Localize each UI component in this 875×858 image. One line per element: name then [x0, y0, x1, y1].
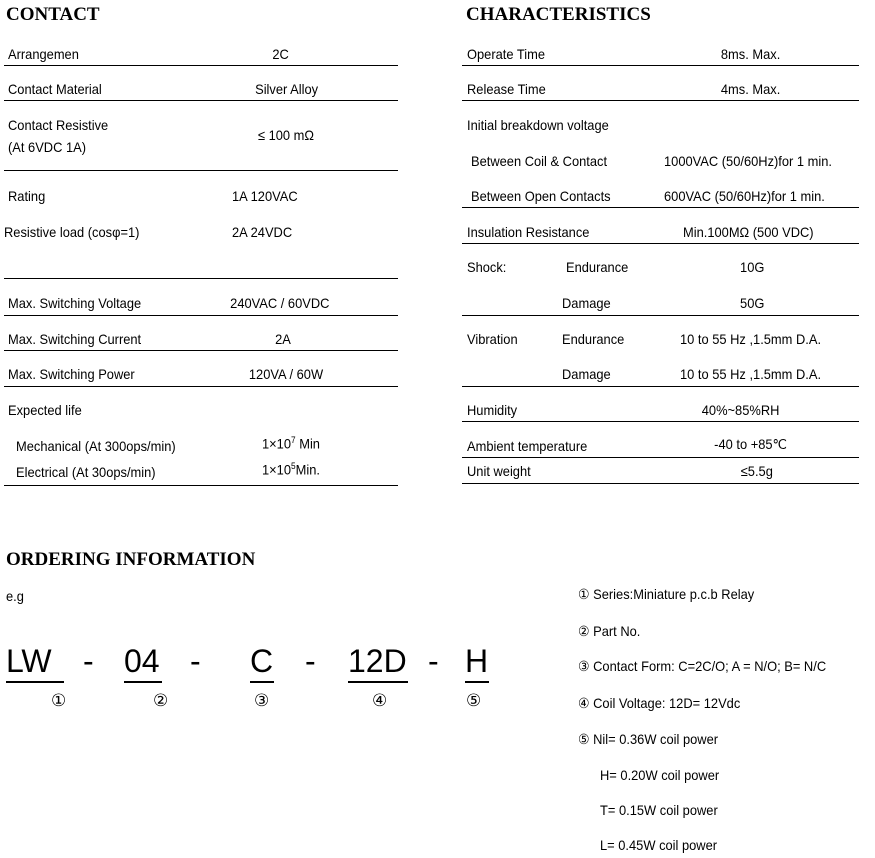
part-underline — [6, 681, 64, 683]
material-value: Silver Alloy — [255, 81, 319, 97]
max-voltage-label: Max. Switching Voltage — [8, 295, 142, 311]
coil-contact-value: 1000VAC (50/60Hz)for 1 min. — [664, 153, 833, 169]
max-power-value: 120VA / 60W — [248, 366, 324, 382]
part-contact-form: C — [250, 643, 274, 679]
release-label: Release Time — [467, 81, 546, 97]
dash: - — [190, 643, 201, 679]
divider — [462, 386, 859, 387]
ordering-heading: ORDERING INFORMATION — [6, 549, 256, 570]
resistive-load-label: Resistive load (cosφ=1) — [4, 224, 140, 240]
resistive-label-2: (At 6VDC 1A) — [8, 139, 87, 155]
insulation-value: Min.100MΩ (500 VDC) — [683, 224, 814, 240]
electrical-label: Electrical (At 30ops/min) — [16, 464, 156, 480]
rating-value: 1A 120VAC — [232, 188, 298, 204]
part-number: 04 — [124, 643, 160, 679]
divider — [4, 100, 398, 101]
circled-number-4: ④ — [372, 691, 388, 711]
part-underline — [348, 681, 408, 683]
vibration-damage-label: Damage — [562, 366, 611, 382]
divider — [4, 386, 398, 387]
coil-contact-label: Between Coil & Contact — [471, 153, 608, 169]
ambient-value: -40 to +85℃ — [714, 436, 788, 452]
divider — [462, 457, 859, 458]
shock-damage-label: Damage — [562, 295, 611, 311]
eg-label: e.g — [6, 588, 24, 604]
shock-endurance-label: Endurance — [566, 259, 629, 275]
characteristics-heading: CHARACTERISTICS — [466, 4, 651, 25]
note-coil-voltage: ④ Coil Voltage: 12D= 12Vdc — [578, 695, 741, 711]
circled-number-3: ③ — [254, 691, 270, 711]
humidity-value: 40%~85%RH — [701, 402, 780, 418]
divider — [4, 350, 398, 351]
divider — [462, 243, 859, 244]
note-coil-power-l: L= 0.45W coil power — [600, 837, 718, 853]
electrical-value: $1\times 10^5Min$. — [262, 461, 320, 478]
divider — [462, 421, 859, 422]
part-underline — [465, 681, 489, 683]
resistive-load-value: 2A 24VDC — [232, 224, 293, 240]
divider — [462, 100, 859, 101]
expected-life-label: Expected life — [8, 402, 82, 418]
shock-endurance-value: 10G — [740, 259, 765, 275]
note-series: ① Series:Miniature p.c.b Relay — [578, 586, 755, 602]
open-contacts-value: 600VAC (50/60Hz)for 1 min. — [664, 188, 825, 204]
note-coil-power-h: H= 0.20W coil power — [600, 767, 720, 783]
dash: - — [305, 643, 316, 679]
divider — [462, 483, 859, 484]
breakdown-label: Initial breakdown voltage — [467, 117, 609, 133]
resistive-value: ≤ 100 mΩ — [257, 127, 315, 143]
shock-label: Shock: — [467, 259, 507, 275]
divider — [4, 485, 398, 486]
part-series: LW — [6, 643, 52, 679]
vibration-endurance-value: 10 to 55 Hz ,1.5mm D.A. — [680, 331, 822, 347]
operate-value: 8ms. Max. — [720, 46, 781, 62]
circled-number-5: ⑤ — [466, 691, 482, 711]
circled-number-2: ② — [153, 691, 169, 711]
vibration-damage-value: 10 to 55 Hz ,1.5mm D.A. — [680, 366, 822, 382]
rating-label: Rating — [8, 188, 46, 204]
dash: - — [83, 643, 94, 679]
shock-damage-value: 50G — [740, 295, 765, 311]
divider — [462, 207, 859, 208]
max-current-value: 2A — [275, 331, 291, 347]
divider — [462, 65, 859, 66]
part-underline — [250, 681, 274, 683]
operate-label: Operate Time — [467, 46, 546, 62]
circled-number-1: ① — [51, 691, 67, 711]
divider — [4, 315, 398, 316]
mechanical-label: Mechanical (At 300ops/min) — [16, 438, 176, 454]
weight-label: Unit weight — [467, 463, 531, 479]
material-label: Contact Material — [8, 81, 102, 97]
part-coil-power: H — [465, 643, 489, 679]
mechanical-value: $1\times 10^7$ Min — [262, 435, 320, 452]
dash: - — [428, 643, 439, 679]
note-coil-power-nil: ⑤ Nil= 0.36W coil power — [578, 731, 719, 747]
vibration-label: Vibration — [467, 331, 518, 347]
arrangement-value: 2C — [272, 46, 289, 62]
note-contact-form: ③ Contact Form: C=2C/O; A = N/O; B= N/C — [578, 658, 827, 674]
divider — [4, 278, 398, 279]
insulation-label: Insulation Resistance — [467, 224, 590, 240]
weight-value: ≤5.5g — [740, 463, 773, 479]
contact-heading: CONTACT — [6, 4, 100, 25]
humidity-label: Humidity — [467, 402, 518, 418]
divider — [4, 170, 398, 171]
divider — [4, 65, 398, 66]
vibration-endurance-label: Endurance — [562, 331, 625, 347]
max-current-label: Max. Switching Current — [8, 331, 142, 347]
part-underline — [124, 681, 162, 683]
max-power-label: Max. Switching Power — [8, 366, 135, 382]
note-part-no: ② Part No. — [578, 623, 641, 639]
release-value: 4ms. Max. — [720, 81, 781, 97]
resistive-label-1: Contact Resistive — [8, 117, 109, 133]
open-contacts-label: Between Open Contacts — [471, 188, 611, 204]
arrangement-label: Arrangemen — [8, 46, 79, 62]
part-coil-voltage: 12D — [348, 643, 407, 679]
max-voltage-value: 240VAC / 60VDC — [230, 295, 330, 311]
divider — [462, 315, 859, 316]
note-coil-power-t: T= 0.15W coil power — [600, 802, 718, 818]
ambient-label: Ambient temperature — [467, 438, 588, 454]
